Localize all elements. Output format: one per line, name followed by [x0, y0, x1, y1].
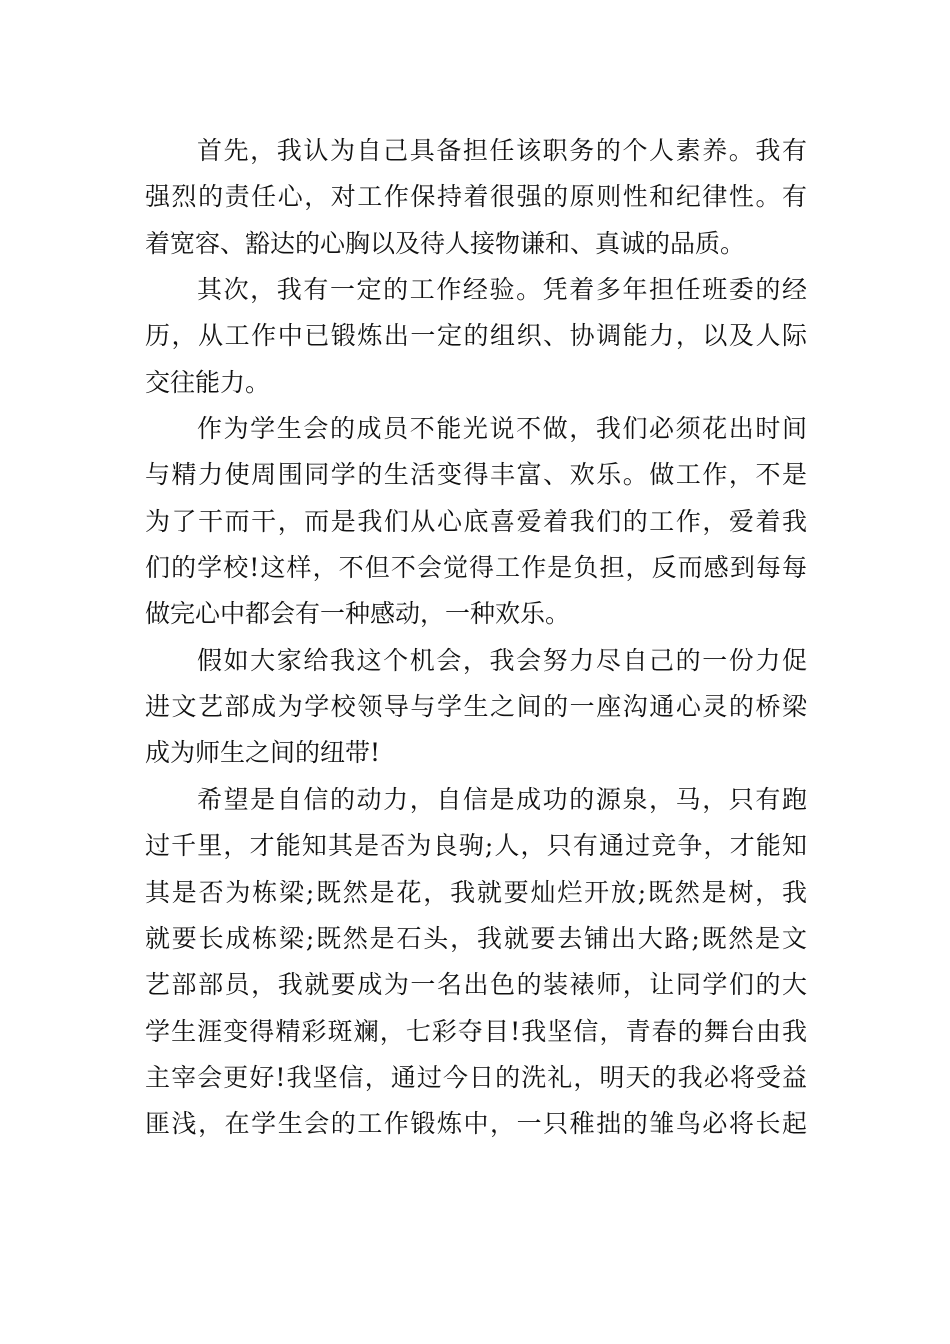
- text-line: 历，从工作中已锻炼出一定的组织、协调能力，以及人际: [145, 321, 807, 351]
- text-line: 过千里，才能知其是否为良驹;人，只有通过竞争，才能知: [145, 831, 807, 861]
- text-line: 希望是自信的动力，自信是成功的源泉，马，只有跑: [197, 784, 807, 814]
- text-line: 们的学校!这样，不但不会觉得工作是负担，反而感到每每: [145, 553, 807, 583]
- text-line: 匪浅，在学生会的工作锻炼中，一只稚拙的雏鸟必将长起: [145, 1109, 807, 1139]
- text-line: 着宽容、豁达的心胸以及待人接物谦和、真诚的品质。: [145, 228, 746, 258]
- text-line: 交往能力。: [145, 367, 271, 397]
- text-line: 其次，我有一定的工作经验。凭着多年担任班委的经: [197, 275, 807, 305]
- document-body: [145, 128, 807, 1148]
- text-line: 主宰会更好!我坚信，通过今日的洗礼，明天的我必将受益: [145, 1062, 807, 1092]
- text-line: 为了干而干，而是我们从心底喜爱着我们的工作，爱着我: [145, 506, 807, 536]
- text-line: 成为师生之间的纽带!: [145, 738, 381, 768]
- text-line: 艺部部员，我就要成为一名出色的装裱师，让同学们的大: [145, 970, 807, 1000]
- text-line: 首先，我认为自己具备担任该职务的个人素养。我有: [197, 136, 807, 165]
- text-line: 强烈的责任心，对工作保持着很强的原则性和纪律性。有: [145, 182, 807, 212]
- text-line: 假如大家给我这个机会，我会努力尽自己的一份力促: [197, 645, 807, 675]
- text-line: 就要长成栋梁;既然是石头，我就要去铺出大路;既然是文: [145, 923, 807, 953]
- text-line: 学生涯变得精彩斑斓，七彩夺目!我坚信，青春的舞台由我: [145, 1016, 807, 1046]
- text-line: 做完心中都会有一种感动，一种欢乐。: [145, 599, 571, 629]
- text-line: 与精力使周围同学的生活变得丰富、欢乐。做工作，不是: [145, 460, 807, 490]
- text-line: 作为学生会的成员不能光说不做，我们必须花出时间: [197, 414, 807, 444]
- text-line: 其是否为栋梁;既然是花，我就要灿烂开放;既然是树，我: [145, 877, 807, 907]
- text-line: 进文艺部成为学校领导与学生之间的一座沟通心灵的桥梁: [145, 692, 807, 722]
